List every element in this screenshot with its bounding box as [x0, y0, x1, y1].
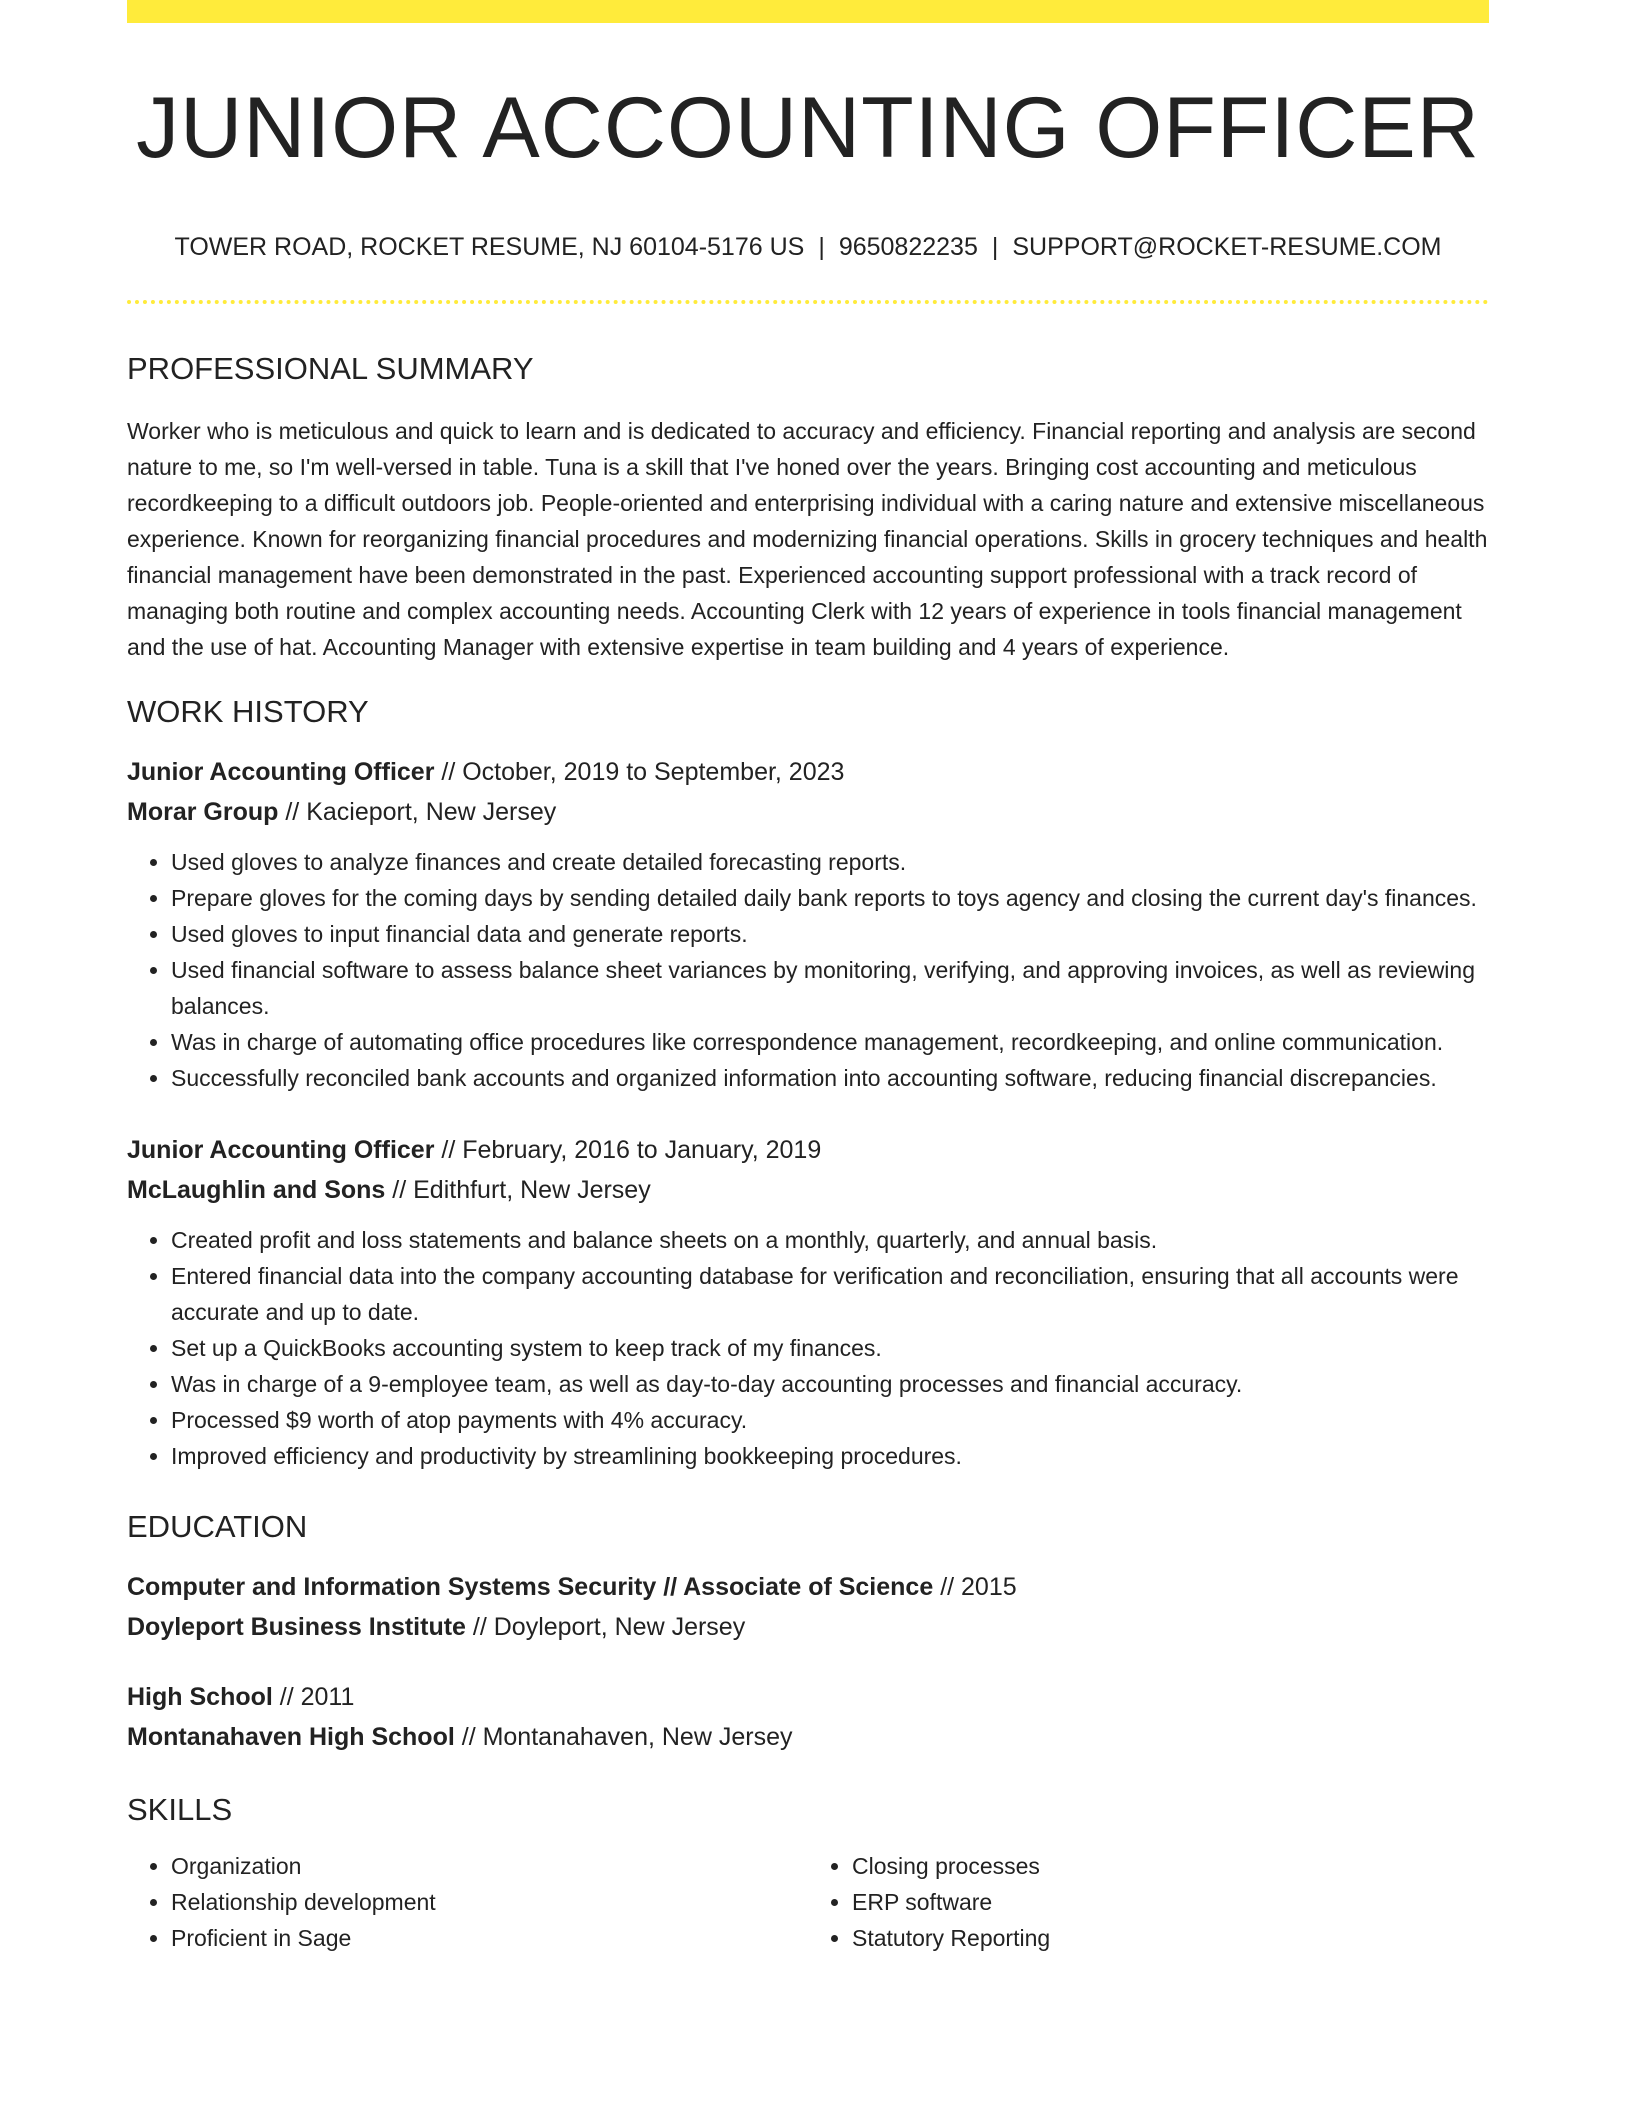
bullet-item: • Created profit and loss statements and balance sheets on a monthly, quarterly, and annual basis.: [171, 1222, 1489, 1258]
job-location: // Edithfurt, New Jersey: [385, 1175, 651, 1204]
bullet-item: • Processed $9 worth of atop payments with 4% accuracy.: [171, 1402, 1489, 1438]
job-bullets: [127, 1222, 1489, 1474]
job-company-line: [127, 1170, 1489, 1210]
skill-item: • Organization: [171, 1848, 808, 1884]
separator: |: [991, 232, 999, 261]
job-role: Junior Accounting Officer: [127, 757, 435, 786]
degree-line: [127, 1677, 1489, 1717]
email: SUPPORT@ROCKET-RESUME.COM: [1012, 232, 1442, 261]
phone: 9650822235: [838, 232, 978, 261]
skills-columns: [127, 1848, 1489, 1956]
degree: Computer and Information Systems Security // Associate of Science: [127, 1573, 934, 1602]
skill-item: • Relationship development: [171, 1884, 808, 1920]
job-location: // Kacieport, New Jersey: [278, 797, 557, 826]
bullet-item: • Used financial software to assess balance sheet variances by monitoring, verifying, and approving invoices, as well as reviewing balances.: [171, 952, 1489, 1024]
section-title-skills: SKILLS: [127, 1792, 233, 1828]
skills-list-left: [127, 1848, 808, 1956]
resume-page: [127, 0, 1489, 1956]
separator: |: [818, 232, 825, 261]
contact-line: [127, 232, 1489, 262]
job-bullets: [127, 844, 1489, 1096]
dotted-divider: [127, 300, 1489, 304]
school-name: Doyleport Business Institute: [127, 1613, 466, 1642]
address: TOWER ROAD, ROCKET RESUME, NJ 60104-5176 US: [174, 232, 805, 261]
skill-item: • ERP software: [852, 1884, 1489, 1920]
school-line: [127, 1717, 1489, 1757]
degree-line: [127, 1567, 1489, 1607]
school-location: // Montanahaven, New Jersey: [454, 1723, 793, 1752]
bullet-item: • Was in charge of automating office procedures like correspondence management, recordkeeping, and online communication.: [171, 1024, 1489, 1060]
summary-text: Worker who is meticulous and quick to learn and is dedicated to accuracy and efficiency. Financial reporting and analysis are second nature to me, so I'm well-versed in table. Tuna is a skill that I've honed over the years. Bringing cost accounting and meticulous recordkeeping to a difficult outdoors job. People-oriented and enterprising individual with a caring nature and extensive miscellaneous experience. Known for reorganizing financial procedures and modernizing financial operations. Skills in grocery techniques and health financial management have been demonstrated in the past. Experienced accounting support professional with a track record of managing both routine and complex accounting needs. Accounting Clerk with 12 years of experience in tools financial management and the use of hat. Accounting Manager with extensive expertise in team building and 4 years of experience.: [127, 417, 1488, 660]
job-title-line: [127, 1130, 1489, 1170]
graduation-year: // 2015: [933, 1573, 1017, 1602]
graduation-year: // 2011: [272, 1683, 355, 1712]
section-title-education: EDUCATION: [127, 1508, 308, 1544]
summary-section: [127, 350, 1489, 665]
job-company: Morar Group: [127, 797, 279, 826]
bullet-item: • Used gloves to analyze finances and create detailed forecasting reports.: [171, 844, 1489, 880]
skills-section: [127, 1791, 1489, 1956]
skill-item: • Closing processes: [852, 1848, 1489, 1884]
job-role: Junior Accounting Officer: [127, 1135, 435, 1164]
resume-title: JUNIOR ACCOUNTING OFFICER: [136, 80, 1480, 176]
section-title-work-history: WORK HISTORY: [127, 693, 369, 729]
job-dates: // October, 2019 to September, 2023: [434, 757, 845, 786]
job-title-line: [127, 752, 1489, 792]
job-company-line: [127, 792, 1489, 832]
bullet-item: • Prepare gloves for the coming days by sending detailed daily bank reports to toys agency and closing the current day's finances.: [171, 880, 1489, 916]
bullet-item: • Successfully reconciled bank accounts and organized information into accounting software, reducing financial discrepancies.: [171, 1060, 1489, 1096]
skill-item: • Statutory Reporting: [852, 1920, 1489, 1956]
job-company: McLaughlin and Sons: [127, 1175, 386, 1204]
job-dates: // February, 2016 to January, 2019: [434, 1135, 822, 1164]
section-title-summary: PROFESSIONAL SUMMARY: [127, 350, 534, 386]
education-section: [127, 1508, 1489, 1757]
education-entry: [127, 1677, 1489, 1757]
skills-list-right: [808, 1848, 1489, 1956]
skill-item: • Proficient in Sage: [171, 1920, 808, 1956]
work-history-section: [127, 693, 1489, 1474]
job-entry: [127, 1130, 1489, 1474]
bullet-item: • Used gloves to input financial data and generate reports.: [171, 916, 1489, 952]
education-entry: [127, 1567, 1489, 1647]
bullet-item: • Entered financial data into the company accounting database for verification and reconciliation, ensuring that all accounts were accurate and up to date.: [171, 1258, 1489, 1330]
bullet-item: • Was in charge of a 9-employee team, as well as day-to-day accounting processes and financial accuracy.: [171, 1366, 1489, 1402]
school-location: // Doyleport, New Jersey: [465, 1613, 746, 1642]
degree: High School: [127, 1683, 273, 1712]
school-line: [127, 1607, 1489, 1647]
bullet-item: • Improved efficiency and productivity by streamlining bookkeeping procedures.: [171, 1438, 1489, 1474]
job-entry: [127, 752, 1489, 1096]
top-accent-bar: [127, 0, 1489, 23]
bullet-item: • Set up a QuickBooks accounting system to keep track of my finances.: [171, 1330, 1489, 1366]
school-name: Montanahaven High School: [127, 1723, 455, 1752]
